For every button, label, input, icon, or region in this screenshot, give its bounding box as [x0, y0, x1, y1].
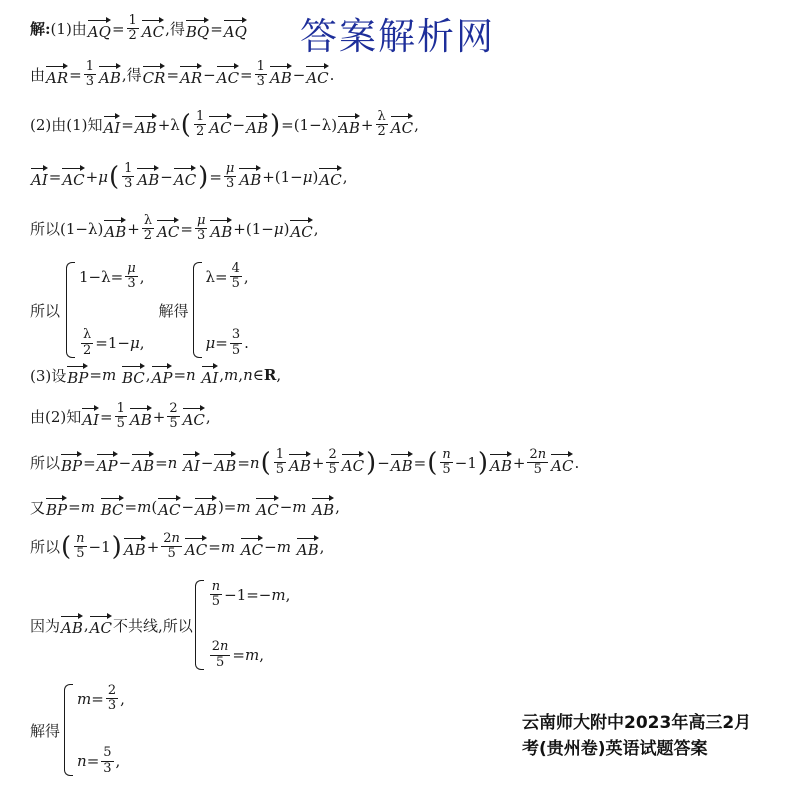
mu: μ [98, 167, 108, 186]
solution-line-7: (3)设 BP = m BC , AP = n AI , m , n ∈ R , [30, 366, 282, 387]
vector-ab: AB [137, 166, 159, 188]
text-jiede: 解得 [158, 301, 189, 320]
vector-bc: BC [122, 364, 145, 386]
vector-bp: BP [67, 364, 88, 386]
solution-line-3: (2)由(1)知 AI = AB + λ ( 1 2 AC − AB ) =(1− λ ) AB + λ 2 AC , [30, 109, 419, 140]
text-jiede2: 解得 [30, 721, 61, 740]
fraction: 1 3 [85, 59, 95, 90]
vector-ac: AC [217, 64, 239, 86]
watermark: 答案解析网 [300, 15, 495, 58]
vector-ac: AC [62, 166, 84, 188]
caption [522, 710, 751, 763]
vector-cr: CR [143, 64, 166, 86]
part-3-label: (3)设 [30, 366, 67, 385]
text-you2: 由(2)知 [30, 408, 82, 427]
solution-line-4: AI = AC + μ ( 1 3 AB − AC ) = μ 3 AB +(1− μ ) AC , [31, 161, 348, 192]
lambda: λ [87, 219, 98, 238]
mu: μ [273, 219, 284, 238]
equation-system-mn: n 5 −1=− m , 2n 5 = m , [195, 580, 291, 670]
caption-line-2: 考(贵州卷)英语试题答案 [522, 739, 708, 760]
m: m [101, 366, 117, 384]
solution-line-9: 所以 BP = AP − AB = n AI − AB = n ( 1 5 AB + 2 5 AC ) − AB = ( n 5 −1 ) AB + 2n 5 AC . [30, 447, 580, 478]
vector-ai: AI [31, 166, 48, 188]
text-you3: 又 [30, 498, 46, 517]
solution-line-2: 由 AR = 1 3 AB ,得 CR = AR − AC = 1 3 AB − AC . [30, 59, 335, 90]
vector-ac: AC [391, 114, 413, 136]
solution-line-12: 因为 AB , AC 不共线,所以 n 5 −1=− m , 2n 5 = m , [30, 579, 291, 670]
part-1-label: (1)由 [50, 20, 87, 39]
lambda: λ [321, 115, 332, 134]
vector-ab: AB [210, 218, 232, 240]
text-bugongxian: 不共线,所以 [112, 616, 193, 635]
vector-ab: AB [239, 166, 261, 188]
fraction: λ 2 [377, 109, 386, 140]
fraction: μ 3 [196, 213, 206, 244]
fraction: 1 2 [195, 109, 205, 140]
mu: μ [302, 167, 313, 186]
vector-ab: AB [99, 64, 121, 86]
text-de: ,得 [165, 20, 185, 39]
vector-ac: AC [183, 406, 205, 428]
solution-line-11: 所以 ( n 5 −1 ) AB + 2n 5 AC = m AC − m AB , [30, 531, 325, 562]
vector-ab: AB [338, 114, 360, 136]
vector-ai: AI [104, 114, 121, 136]
solution-line-1: 解: (1)由 AQ = 1 2 AC ,得 BQ = AQ [30, 13, 247, 44]
text-suoyi: 所以 [30, 301, 61, 320]
vector-ac: AC [306, 64, 328, 86]
vector-ac: AC [209, 114, 231, 136]
solution-line-6 [30, 262, 249, 358]
text-suoyi: 所以 [30, 220, 61, 239]
vector-ap: AP [152, 364, 173, 386]
lambda: λ [170, 115, 180, 134]
part-2-label: (2)由(1)知 [30, 116, 103, 135]
text-suoyi: 所以 [30, 538, 61, 557]
vector-ar: AR [180, 64, 202, 86]
vector-ab: AB [246, 114, 268, 136]
fraction: λ 2 [143, 213, 153, 244]
vector-ai: AI [82, 406, 99, 428]
equation-system: 1− λ = μ 3 , λ 2 =1− μ , [66, 262, 145, 358]
text-yinwei: 因为 [30, 616, 61, 635]
vector-aq: AQ [88, 18, 111, 40]
solution-line-13 [30, 684, 125, 776]
vector-ab: AB [135, 114, 157, 136]
vector-ac: AC [142, 18, 164, 40]
fraction: 1 2 [128, 13, 137, 44]
text-you: 由 [30, 66, 46, 85]
solution-line-10: 又 BP = m BC = m ( AC − AB )= m AC − m AB , [30, 498, 340, 519]
vector-ab: AB [104, 218, 126, 240]
text-suoyi: 所以 [30, 454, 61, 473]
vector-bq: BQ [186, 18, 209, 40]
vector-ai: AI [202, 364, 219, 386]
vector-aq: AQ [224, 18, 247, 40]
n: n [186, 366, 196, 384]
vector-ac: AC [290, 218, 312, 240]
solution-label: 解: [30, 20, 51, 39]
vector-ab: AB [270, 64, 292, 86]
fraction: 1 3 [256, 59, 265, 90]
text-de: ,得 [121, 66, 142, 85]
solution-line-8: 由(2)知 AI = 1 5 AB + 2 5 AC , [30, 401, 211, 432]
vector-ab: AB [130, 406, 152, 428]
solution-line-5: 所以 (1− λ ) AB + λ 2 AC = μ 3 AB +(1− μ ) AC , [30, 213, 319, 244]
fraction: 1 5 [116, 401, 125, 432]
fraction: 1 3 [124, 161, 133, 192]
fraction: 2 5 [169, 401, 178, 432]
vector-ac: AC [174, 166, 196, 188]
fraction: μ 3 [225, 161, 235, 192]
caption-line-1: 云南师大附中2023年高三2月 [522, 713, 752, 733]
vector-ac: AC [157, 218, 179, 240]
real-numbers: R [263, 366, 277, 384]
equation-system-result: λ = 4 5 , μ = 3 5 . [193, 262, 249, 358]
vector-ac: AC [319, 166, 341, 188]
vector-ar: AR [46, 64, 68, 86]
equation-system-final: m = 2 3 , n = 5 3 , [64, 684, 125, 776]
